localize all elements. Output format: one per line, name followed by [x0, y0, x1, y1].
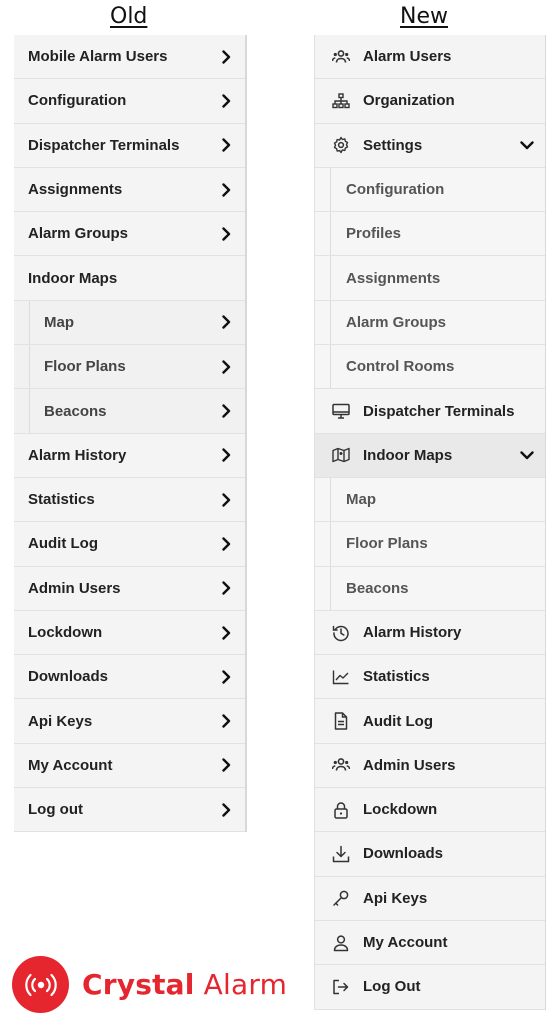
new-menu-item-beacons[interactable] — [315, 567, 545, 611]
menu-item-label: Floor Plans — [44, 358, 126, 376]
menu-item-label: Api Keys — [28, 712, 93, 730]
menu-item-label: Lockdown — [363, 801, 438, 819]
gear-icon — [332, 136, 350, 154]
menu-item-label: Downloads — [363, 845, 444, 863]
new-menu-item-alarm-groups[interactable] — [315, 301, 545, 345]
document-icon — [332, 712, 350, 730]
old-menu-item-admin-users[interactable] — [14, 567, 245, 611]
old-menu-item-dispatcher-terminals[interactable] — [14, 124, 245, 168]
new-menu-item-log-out[interactable] — [315, 965, 545, 1009]
chevron-right-icon — [219, 670, 233, 684]
menu-item-label: Assignments — [28, 181, 123, 199]
new-menu-item-map[interactable] — [315, 478, 545, 522]
new-menu-item-audit-log[interactable] — [315, 699, 545, 743]
menu-item-label: Beacons — [44, 402, 107, 420]
old-menu-item-my-account[interactable] — [14, 744, 245, 788]
old-sidebar-menu — [14, 35, 247, 832]
chevron-right-icon — [219, 537, 233, 551]
new-menu-item-configuration[interactable] — [315, 168, 545, 212]
old-menu-item-lockdown[interactable] — [14, 611, 245, 655]
new-menu-item-api-keys[interactable] — [315, 877, 545, 921]
chevron-right-icon — [219, 404, 233, 418]
lock-icon — [332, 801, 350, 819]
old-menu-item-api-keys[interactable] — [14, 699, 245, 743]
menu-item-label: Beacons — [346, 579, 409, 597]
menu-item-label: Alarm Users — [363, 48, 452, 66]
old-menu-item-configuration[interactable] — [14, 79, 245, 123]
old-menu-item-statistics[interactable] — [14, 478, 245, 522]
menu-item-label: Dispatcher Terminals — [28, 136, 180, 154]
chevron-right-icon — [219, 360, 233, 374]
new-heading: New — [400, 4, 448, 29]
chevron-right-icon — [219, 183, 233, 197]
menu-item-label: My Account — [363, 934, 448, 952]
old-menu-item-beacons[interactable] — [14, 389, 245, 433]
old-menu-item-floor-plans[interactable] — [14, 345, 245, 389]
chevron-right-icon — [219, 581, 233, 595]
menu-item-label: Configuration — [28, 92, 127, 110]
chevron-right-icon — [219, 138, 233, 152]
old-menu-item-alarm-groups[interactable] — [14, 212, 245, 256]
menu-item-label: Log Out — [363, 978, 421, 996]
alarm-signal-icon — [12, 956, 69, 1013]
new-menu-item-settings[interactable] — [315, 124, 545, 168]
users-icon — [332, 756, 350, 774]
new-menu-item-lockdown[interactable] — [315, 788, 545, 832]
new-menu-item-my-account[interactable] — [315, 921, 545, 965]
chevron-right-icon — [219, 714, 233, 728]
menu-item-label: Configuration — [346, 181, 445, 199]
menu-item-label: Admin Users — [363, 756, 456, 774]
old-menu-item-log-out[interactable] — [14, 788, 245, 832]
new-menu-item-floor-plans[interactable] — [315, 522, 545, 566]
menu-item-label: Log out — [28, 801, 83, 819]
new-menu-item-statistics[interactable] — [315, 655, 545, 699]
new-menu-item-downloads[interactable] — [315, 832, 545, 876]
history-icon — [332, 624, 350, 642]
menu-item-label: Floor Plans — [346, 535, 428, 553]
user-icon — [332, 934, 350, 952]
old-menu-item-downloads[interactable] — [14, 655, 245, 699]
key-icon — [332, 889, 350, 907]
chevron-right-icon — [219, 493, 233, 507]
new-menu-item-assignments[interactable] — [315, 256, 545, 300]
menu-item-label: Alarm Groups — [28, 225, 129, 243]
users-icon — [332, 48, 350, 66]
menu-item-label: Alarm Groups — [346, 313, 447, 331]
menu-item-label: Audit Log — [28, 535, 98, 553]
chart-icon — [332, 668, 350, 686]
old-heading: Old — [110, 4, 148, 29]
new-menu-item-alarm-history[interactable] — [315, 611, 545, 655]
chevron-right-icon — [219, 50, 233, 64]
new-menu-item-profiles[interactable] — [315, 212, 545, 256]
chevron-right-icon — [219, 315, 233, 329]
menu-item-label: Map — [44, 313, 74, 331]
menu-item-label: Assignments — [346, 269, 441, 287]
logo-word-crystal: Crystal — [82, 968, 195, 1001]
chevron-right-icon — [219, 227, 233, 241]
new-sidebar-menu — [314, 35, 546, 1010]
menu-item-label: Audit Log — [363, 712, 433, 730]
menu-item-label: Map — [346, 491, 376, 509]
download-icon — [332, 845, 350, 863]
menu-item-label: Admin Users — [28, 579, 121, 597]
chevron-right-icon — [219, 803, 233, 817]
old-menu-item-indoor-maps[interactable] — [14, 256, 245, 300]
menu-item-label: Alarm History — [363, 624, 462, 641]
chevron-down-icon[interactable] — [520, 138, 534, 152]
menu-item-label: Indoor Maps — [363, 446, 453, 464]
menu-item-label: Statistics — [28, 491, 95, 509]
menu-item-label: Alarm History — [28, 446, 127, 464]
chevron-right-icon — [219, 448, 233, 462]
monitor-icon — [332, 402, 350, 420]
menu-item-label: Indoor Maps — [28, 269, 118, 287]
menu-item-label: Profiles — [346, 225, 402, 243]
menu-item-label: Api Keys — [363, 889, 428, 907]
menu-item-label: Settings — [363, 136, 423, 154]
old-menu-item-alarm-history[interactable] — [14, 434, 245, 478]
chevron-right-icon — [219, 626, 233, 640]
old-menu-item-audit-log[interactable] — [14, 522, 245, 566]
menu-item-label: Mobile Alarm Users — [28, 48, 168, 66]
menu-item-label: Lockdown — [28, 624, 103, 641]
old-menu-item-mobile-alarm-users[interactable] — [14, 35, 245, 79]
chevron-down-icon[interactable] — [520, 448, 534, 462]
menu-item-label: Dispatcher Terminals — [363, 402, 515, 420]
new-menu-item-control-rooms[interactable] — [315, 345, 545, 389]
chevron-right-icon — [219, 758, 233, 772]
menu-item-label: Organization — [363, 92, 455, 110]
new-menu-item-dispatcher-terminals[interactable] — [315, 389, 545, 433]
menu-item-label: Statistics — [363, 668, 430, 686]
new-menu-item-organization[interactable] — [315, 79, 545, 123]
org-chart-icon — [332, 92, 350, 110]
menu-item-label: Downloads — [28, 668, 109, 686]
menu-item-label: My Account — [28, 756, 113, 774]
logo-word-alarm: Alarm — [203, 968, 288, 1001]
menu-item-label: Control Rooms — [346, 358, 455, 376]
new-menu-item-admin-users[interactable] — [315, 744, 545, 788]
old-menu-item-assignments[interactable] — [14, 168, 245, 212]
chevron-right-icon — [219, 94, 233, 108]
new-menu-item-indoor-maps[interactable] — [315, 434, 545, 478]
new-menu-item-alarm-users[interactable] — [315, 35, 545, 79]
old-menu-item-map[interactable] — [14, 301, 245, 345]
map-icon — [332, 446, 350, 464]
crystal-alarm-logo — [12, 956, 287, 1013]
logout-icon — [332, 978, 350, 996]
